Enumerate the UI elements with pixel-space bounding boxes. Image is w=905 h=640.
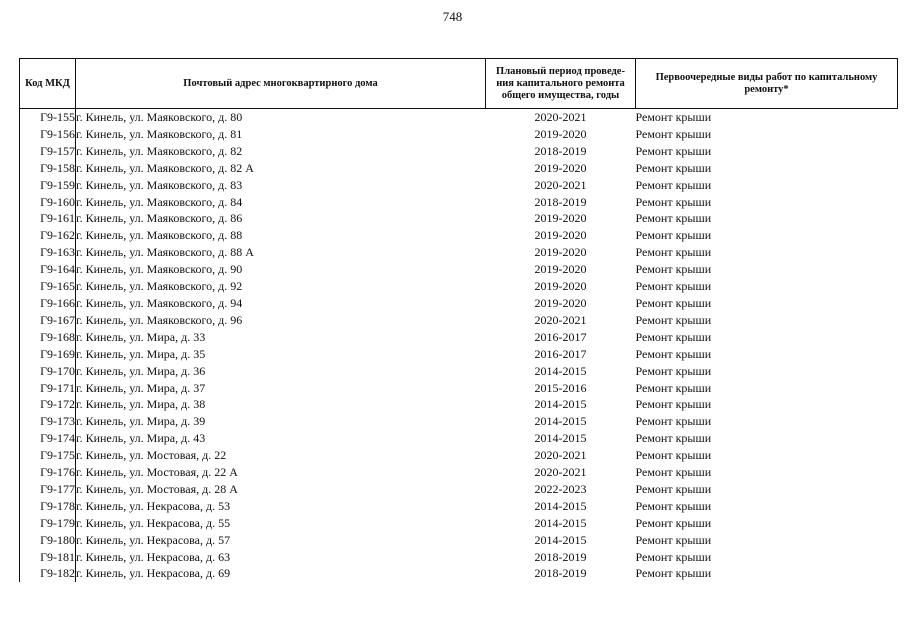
column-header-code: Код МКД [20, 59, 76, 109]
table-row [20, 447, 898, 464]
table-row [20, 329, 898, 346]
mkd-code-cell: Г9-178 [20, 498, 76, 515]
table-row [20, 549, 898, 566]
work-type-cell: Ремонт крыши [635, 126, 712, 141]
address-cell: г. Кинель, ул. Мира, д. 35 [76, 346, 486, 363]
mkd-code-cell: Г9-158 [20, 160, 76, 177]
address-cell: г. Кинель, ул. Некрасова, д. 53 [76, 498, 486, 515]
repair-period-cell: 2020-2021 [534, 448, 587, 463]
address-cell: г. Кинель, ул. Мира, д. 37 [76, 380, 486, 397]
repair-period-cell: 2014-2015 [534, 363, 587, 378]
address-cell: г. Кинель, ул. Мостовая, д. 28 А [76, 481, 486, 498]
mkd-code-cell: Г9-169 [20, 346, 76, 363]
table-row [20, 160, 898, 177]
address-cell: г. Кинель, ул. Маяковского, д. 88 А [76, 244, 486, 261]
repair-period-cell: 2014-2015 [534, 515, 587, 530]
repair-period-cell: 2019-2020 [534, 211, 587, 226]
address-cell: г. Кинель, ул. Маяковского, д. 82 [76, 143, 486, 160]
work-type-cell: Ремонт крыши [635, 312, 712, 327]
work-type-cell: Ремонт крыши [635, 160, 712, 175]
mkd-code-cell: Г9-168 [20, 329, 76, 346]
mkd-code-cell: Г9-166 [20, 295, 76, 312]
mkd-code-cell: Г9-162 [20, 227, 76, 244]
table-row [20, 194, 898, 211]
work-type-cell: Ремонт крыши [635, 549, 712, 564]
repair-period-cell: 2019-2020 [534, 160, 587, 175]
address-cell: г. Кинель, ул. Некрасова, д. 69 [76, 565, 486, 582]
mkd-code-cell: Г9-181 [20, 549, 76, 566]
mkd-code-cell: Г9-171 [20, 380, 76, 397]
work-type-cell: Ремонт крыши [635, 532, 712, 547]
address-cell: г. Кинель, ул. Мира, д. 33 [76, 329, 486, 346]
address-cell: г. Кинель, ул. Маяковского, д. 86 [76, 210, 486, 227]
address-cell: г. Кинель, ул. Маяковского, д. 90 [76, 261, 486, 278]
housing-repair-table [19, 58, 898, 582]
mkd-code-cell: Г9-164 [20, 261, 76, 278]
repair-period-cell: 2019-2020 [534, 279, 587, 294]
work-type-cell: Ремонт крыши [635, 228, 712, 243]
repair-period-cell: 2018-2019 [534, 143, 587, 158]
table-row [20, 143, 898, 160]
repair-period-cell: 2019-2020 [534, 228, 587, 243]
table-row [20, 515, 898, 532]
mkd-code-cell: Г9-156 [20, 126, 76, 143]
work-type-cell: Ремонт крыши [635, 245, 712, 260]
mkd-code-cell: Г9-161 [20, 210, 76, 227]
mkd-code-cell: Г9-160 [20, 194, 76, 211]
repair-period-cell: 2019-2020 [534, 126, 587, 141]
table-row [20, 346, 898, 363]
work-type-cell: Ремонт крыши [635, 279, 712, 294]
mkd-code-cell: Г9-175 [20, 447, 76, 464]
mkd-code-cell: Г9-182 [20, 565, 76, 582]
address-cell: г. Кинель, ул. Мира, д. 38 [76, 396, 486, 413]
repair-period-cell: 2018-2019 [534, 566, 587, 581]
address-cell: г. Кинель, ул. Маяковского, д. 92 [76, 278, 486, 295]
mkd-code-cell: Г9-172 [20, 396, 76, 413]
repair-period-cell: 2016-2017 [534, 329, 587, 344]
address-cell: г. Кинель, ул. Некрасова, д. 57 [76, 532, 486, 549]
address-cell: г. Кинель, ул. Мостовая, д. 22 [76, 447, 486, 464]
mkd-code-cell: Г9-163 [20, 244, 76, 261]
repair-period-cell: 2016-2017 [534, 346, 587, 361]
column-header-period: Плановый период проведе-ния капитального ремонта общего имущества, годы [486, 59, 636, 109]
repair-period-cell: 2020-2021 [534, 177, 587, 192]
table-row [20, 481, 898, 498]
table-row [20, 227, 898, 244]
address-cell: г. Кинель, ул. Маяковского, д. 94 [76, 295, 486, 312]
table-row [20, 565, 898, 582]
table-header-row [20, 59, 898, 109]
repair-period-cell: 2020-2021 [534, 110, 587, 124]
work-type-cell: Ремонт крыши [635, 431, 712, 446]
repair-period-cell: 2018-2019 [534, 194, 587, 209]
column-header-address: Почтовый адрес многоквартирного дома [76, 59, 486, 109]
table-row [20, 413, 898, 430]
table-row [20, 532, 898, 549]
table-row [20, 363, 898, 380]
work-type-cell: Ремонт крыши [635, 177, 712, 192]
table-row [20, 295, 898, 312]
mkd-code-cell: Г9-157 [20, 143, 76, 160]
address-cell: г. Кинель, ул. Маяковского, д. 81 [76, 126, 486, 143]
address-cell: г. Кинель, ул. Маяковского, д. 96 [76, 312, 486, 329]
work-type-cell: Ремонт крыши [635, 363, 712, 378]
page-number: 748 [442, 9, 463, 24]
mkd-code-cell: Г9-180 [20, 532, 76, 549]
work-type-cell: Ремонт крыши [635, 515, 712, 530]
repair-period-cell: 2018-2019 [534, 549, 587, 564]
address-cell: г. Кинель, ул. Мостовая, д. 22 А [76, 464, 486, 481]
column-header-works: Первоочередные виды работ по капитальному ремонту* [636, 59, 898, 109]
work-type-cell: Ремонт крыши [635, 566, 712, 581]
work-type-cell: Ремонт крыши [635, 329, 712, 344]
mkd-code-cell: Г9-159 [20, 177, 76, 194]
repair-period-cell: 2014-2015 [534, 397, 587, 412]
work-type-cell: Ремонт крыши [635, 380, 712, 395]
table-row [20, 464, 898, 481]
work-type-cell: Ремонт крыши [635, 448, 712, 463]
work-type-cell: Ремонт крыши [635, 481, 712, 496]
address-cell: г. Кинель, ул. Маяковского, д. 88 [76, 227, 486, 244]
work-type-cell: Ремонт крыши [635, 194, 712, 209]
repair-period-cell: 2014-2015 [534, 414, 587, 429]
work-type-cell: Ремонт крыши [635, 414, 712, 429]
repair-period-cell: 2014-2015 [534, 431, 587, 446]
repair-period-cell: 2019-2020 [534, 245, 587, 260]
table-row [20, 430, 898, 447]
work-type-cell: Ремонт крыши [635, 346, 712, 361]
address-cell: г. Кинель, ул. Мира, д. 36 [76, 363, 486, 380]
table-row [20, 244, 898, 261]
table-row [20, 210, 898, 227]
mkd-code-cell: Г9-155 [20, 109, 76, 126]
work-type-cell: Ремонт крыши [635, 498, 712, 513]
repair-period-cell: 2022-2023 [534, 481, 587, 496]
work-type-cell: Ремонт крыши [635, 211, 712, 226]
address-cell: г. Кинель, ул. Некрасова, д. 55 [76, 515, 486, 532]
mkd-code-cell: Г9-179 [20, 515, 76, 532]
mkd-code-cell: Г9-165 [20, 278, 76, 295]
repair-period-cell: 2014-2015 [534, 532, 587, 547]
table-row [20, 177, 898, 194]
mkd-code-cell: Г9-177 [20, 481, 76, 498]
mkd-code-cell: Г9-174 [20, 430, 76, 447]
mkd-code-cell: Г9-173 [20, 413, 76, 430]
address-cell: г. Кинель, ул. Маяковского, д. 82 А [76, 160, 486, 177]
address-cell: г. Кинель, ул. Маяковского, д. 84 [76, 194, 486, 211]
work-type-cell: Ремонт крыши [635, 465, 712, 480]
table-body [20, 109, 898, 583]
table-row [20, 261, 898, 278]
table-row [20, 396, 898, 413]
table-row [20, 312, 898, 329]
repair-period-cell: 2015-2016 [534, 380, 587, 395]
mkd-code-cell: Г9-176 [20, 464, 76, 481]
work-type-cell: Ремонт крыши [635, 143, 712, 158]
work-type-cell: Ремонт крыши [635, 262, 712, 277]
work-type-cell: Ремонт крыши [635, 110, 712, 124]
address-cell: г. Кинель, ул. Некрасова, д. 63 [76, 549, 486, 566]
address-cell: г. Кинель, ул. Мира, д. 43 [76, 430, 486, 447]
address-cell: г. Кинель, ул. Маяковского, д. 80 [76, 109, 486, 126]
work-type-cell: Ремонт крыши [635, 295, 712, 310]
repair-period-cell: 2019-2020 [534, 262, 587, 277]
work-type-cell: Ремонт крыши [635, 397, 712, 412]
repair-period-cell: 2019-2020 [534, 295, 587, 310]
table-row [20, 380, 898, 397]
mkd-code-cell: Г9-170 [20, 363, 76, 380]
address-cell: г. Кинель, ул. Маяковского, д. 83 [76, 177, 486, 194]
table-row [20, 278, 898, 295]
table-row [20, 498, 898, 515]
repair-period-cell: 2020-2021 [534, 312, 587, 327]
table-row [20, 109, 898, 126]
address-cell: г. Кинель, ул. Мира, д. 39 [76, 413, 486, 430]
repair-period-cell: 2014-2015 [534, 498, 587, 513]
mkd-code-cell: Г9-167 [20, 312, 76, 329]
table-row [20, 126, 898, 143]
repair-period-cell: 2020-2021 [534, 465, 587, 480]
